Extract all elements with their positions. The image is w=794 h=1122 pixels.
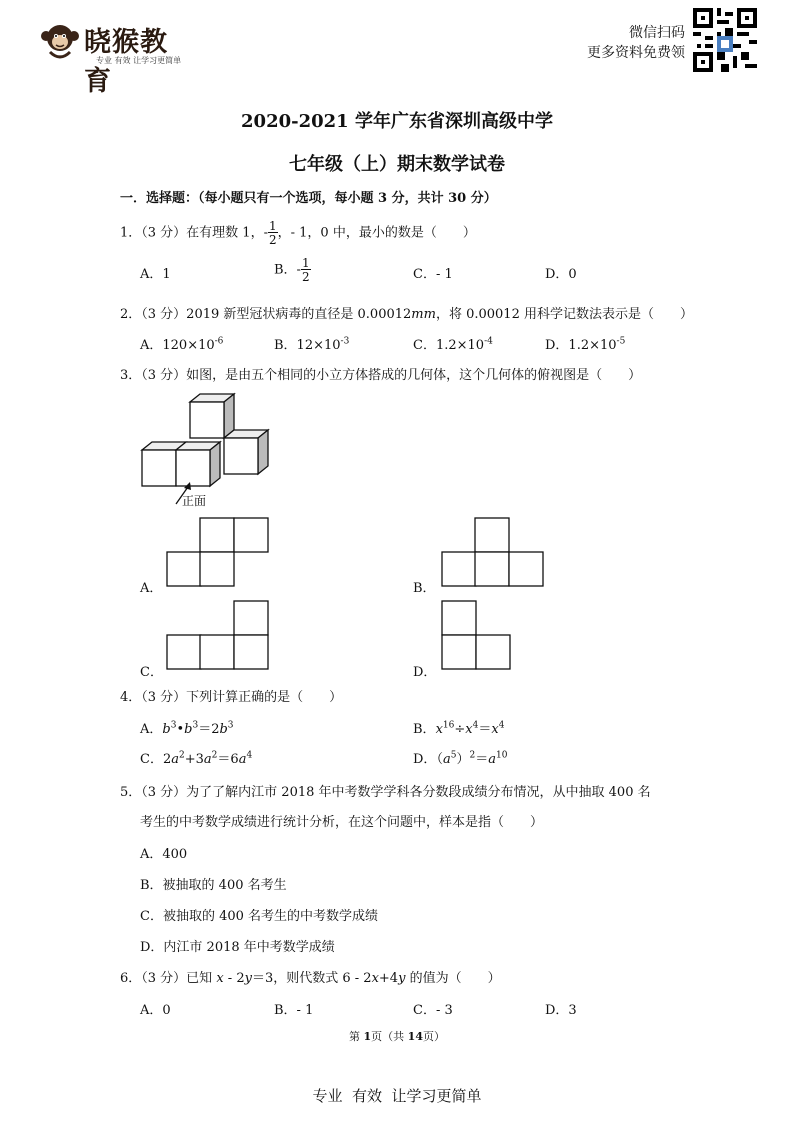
page-number-suffix: 页） [422, 1030, 445, 1043]
q1-text-b: ，- 1，0 中，最小的数是（ ） [277, 225, 476, 241]
q4-option-d[interactable] [413, 748, 507, 767]
q4-b-t2: x [465, 722, 473, 737]
q2-option-b-text: B．12×10 [274, 338, 341, 353]
q5-option-d[interactable]: D．内江市 2018 年中考数学成绩 [140, 940, 335, 955]
page-number-prefix: 第 [349, 1030, 364, 1043]
exam-title-line2: 七年级（上）期末数学试卷 [289, 154, 505, 175]
q3-option-c-figure [166, 600, 272, 672]
q2-option-c-exp: -4 [484, 336, 493, 347]
q3-option-c[interactable]: C． [140, 665, 163, 680]
page-number [0, 1028, 794, 1044]
q4-b-t1: x [435, 722, 443, 737]
question-6-stem [120, 967, 501, 986]
q1-option-c[interactable]: C．- 1 [413, 267, 453, 282]
q6-var-y: y [244, 971, 252, 986]
q6-option-b[interactable]: B．- 1 [274, 1003, 314, 1018]
q3-option-a[interactable]: A． [140, 581, 163, 596]
q2-text-a: 2．（3 分）2019 新型冠状病毒的直径是 0.00012 [120, 307, 412, 322]
qr-caption-line1: 微信扫码 [629, 25, 685, 41]
q4-b-e3: 4 [498, 720, 505, 731]
q1-option-d[interactable]: D．0 [545, 267, 577, 282]
page-number-total: 14 [407, 1030, 423, 1043]
q2-unit: mm [411, 307, 436, 322]
q4-a-t1: b [162, 722, 171, 737]
qr-code-icon [693, 8, 757, 72]
brand-logo [38, 18, 188, 97]
footer-slogan: 专业 有效 让学习更简单 [312, 1087, 482, 1105]
q1-option-a[interactable]: A．1 [140, 267, 171, 282]
q4-d-eq: ＝ [475, 752, 489, 767]
question-5-stem-line2: 考生的中考数学成绩进行统计分析，在这个问题中，样本是指（ ） [140, 815, 544, 830]
q3-option-d[interactable]: D． [413, 665, 437, 680]
q4-b-label: B． [413, 722, 436, 737]
page-number-mid: 页（共 [371, 1030, 408, 1043]
brand-name: 晓猴教育 [84, 27, 168, 97]
q1-option-b-label: B．- [274, 262, 301, 278]
q4-c-plus: +3 [184, 752, 204, 767]
section-heading: 一．选择题：（每小题只有一个选项，每小题 3 分，共计 30 分） [120, 191, 497, 206]
q5-option-c[interactable]: C．被抽取的 400 名考生的中考数学成绩 [140, 909, 379, 924]
q4-a-e2: 3 [192, 720, 199, 731]
qr-caption-line2: 更多资料免费领 [587, 45, 685, 61]
q4-c-e3: 4 [246, 750, 253, 761]
q2-option-d-text: D．1.2×10 [545, 338, 617, 353]
page-number-current: 1 [363, 1030, 372, 1043]
monkey-logo-icon [38, 18, 82, 62]
brand-slogan: 专业 有效 让学习更简单 [96, 56, 182, 65]
q1-frac-den: 2 [268, 233, 277, 247]
q1-frac-num: 1 [268, 219, 277, 233]
q4-option-a[interactable] [140, 718, 234, 737]
q1-optb-frac-num: 1 [301, 256, 310, 270]
q5-option-a[interactable]: A．400 [140, 847, 188, 862]
q4-d-open: （ [436, 752, 443, 767]
q1-fraction [268, 220, 278, 246]
question-2-stem [120, 303, 693, 322]
q4-c-t1: a [171, 752, 179, 767]
q6-text-b: - 2 [223, 971, 245, 986]
q4-a-e1: 3 [170, 720, 177, 731]
q4-a-t2: b [184, 722, 193, 737]
q4-option-c[interactable] [140, 748, 252, 767]
q4-c-t3: a [238, 752, 247, 767]
front-view-label: 正面 [182, 494, 207, 508]
q6-text-e: 的值为（ ） [405, 971, 501, 986]
question-3-stem: 3．（3 分）如图，是由五个相同的小立方体搭成的几何体，这个几何体的俯视图是（ ） [120, 368, 642, 383]
q4-c-label: C． [140, 752, 163, 767]
q2-option-a-text: A．120×10 [140, 338, 215, 353]
q4-d-t1: a [442, 752, 451, 767]
q4-c-e1: 2 [179, 750, 185, 761]
q2-option-c-text: C．1.2×10 [413, 338, 485, 353]
q4-c-e2: 2 [211, 750, 218, 761]
q4-c-coef: 2 [162, 752, 172, 767]
q4-option-b[interactable] [413, 718, 504, 737]
q5-option-b[interactable]: B．被抽取的 400 名考生 [140, 878, 287, 893]
q4-a-t3: b [219, 722, 228, 737]
q4-b-e2: 4 [472, 720, 479, 731]
exam-title-line1: 2020-2021 学年广东省深圳高级中学 [241, 111, 553, 132]
q6-text-d: +4 [378, 971, 399, 986]
q6-var-x2: x [371, 971, 379, 986]
q6-text-a: 6．（3 分）已知 [120, 971, 217, 986]
q2-option-b-exp: -3 [340, 336, 350, 347]
q1-option-b[interactable] [274, 257, 311, 283]
q2-option-d[interactable] [545, 334, 625, 353]
q2-option-c[interactable] [413, 334, 493, 353]
q4-d-e1: 5 [450, 750, 457, 761]
q2-option-a-exp: -6 [214, 336, 224, 347]
q2-option-d-exp: -5 [616, 336, 626, 347]
q6-option-c[interactable]: C．- 3 [413, 1003, 453, 1018]
q4-a-label: A． [140, 722, 163, 737]
q1-option-b-fraction [301, 257, 311, 283]
q4-a-e3: 3 [227, 720, 234, 731]
q4-c-eq: ＝6 [217, 752, 239, 767]
q4-d-label: D． [413, 752, 437, 767]
question-4-stem: 4．（3 分）下列计算正确的是（ ） [120, 690, 343, 705]
q4-d-e3: 10 [495, 750, 508, 761]
q2-option-a[interactable] [140, 334, 223, 353]
q4-d-close: ） [456, 752, 470, 767]
q3-option-b[interactable]: B． [413, 581, 436, 596]
question-5-stem-line1: 5．（3 分）为了了解内江市 2018 年中考数学学科各分数段成绩分布情况，从中抽取 400 名 [120, 785, 651, 800]
q4-b-e1: 16 [442, 720, 455, 731]
q3-option-b-figure [441, 517, 547, 589]
q6-text-c: ＝3，则代数式 6 - 2 [251, 971, 372, 986]
q3-option-a-figure [166, 517, 272, 589]
cube-solid-figure [140, 392, 275, 512]
q3-option-d-figure [441, 600, 513, 672]
q1-text-a: 1．（3 分）在有理数 1，- [120, 225, 268, 241]
q4-d-t2: a [488, 752, 496, 767]
q4-c-t2: a [203, 752, 212, 767]
q6-option-a[interactable]: A．0 [140, 1003, 171, 1018]
q4-b-t3: x [491, 722, 499, 737]
q4-b-div: ÷ [454, 722, 466, 737]
q2-text-b: ，将 0.00012 用科学记数法表示是（ ） [435, 307, 693, 322]
q2-option-b[interactable] [274, 334, 349, 353]
q6-var-x: x [216, 971, 224, 986]
q4-d-e2: 2 [469, 750, 476, 761]
q1-optb-frac-den: 2 [301, 270, 310, 284]
q6-var-y2: y [398, 971, 406, 986]
q6-option-d[interactable]: D．3 [545, 1003, 577, 1018]
q4-a-eq: ＝2 [198, 722, 220, 737]
question-1-stem [120, 220, 476, 246]
q4-b-eq: ＝ [478, 722, 492, 737]
q4-a-dot: • [176, 722, 185, 737]
